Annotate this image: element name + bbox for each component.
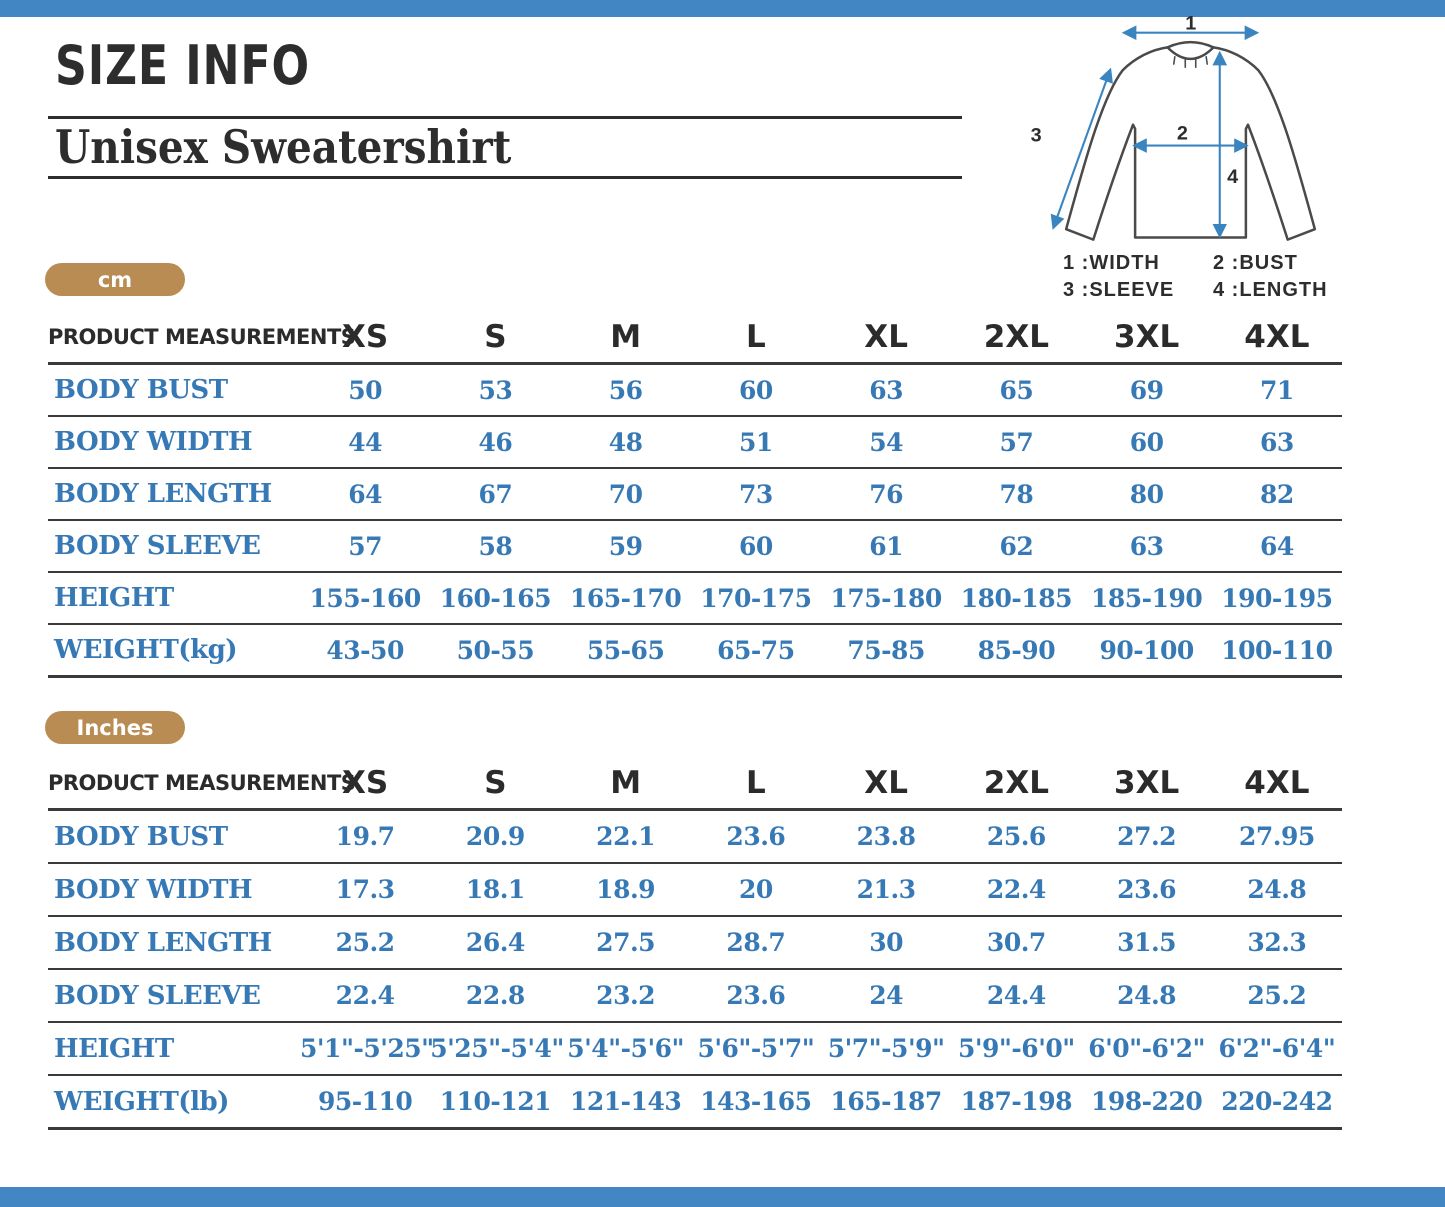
table-row	[48, 520, 1342, 572]
table-cell: 30	[821, 916, 951, 969]
table-row	[48, 572, 1342, 624]
table-cell: 25.6	[951, 810, 1081, 864]
size-column-4xl: 4XL	[1212, 312, 1342, 364]
bottom-accent-bar	[0, 1187, 1445, 1207]
table-cell: 25.2	[300, 916, 430, 969]
legend-bust: 2 :BUST	[1213, 252, 1298, 274]
table-row	[48, 916, 1342, 969]
table-cell: 80	[1082, 468, 1212, 520]
size-column-l: L	[691, 758, 821, 810]
arrow-label-sleeve: 3	[1030, 124, 1042, 147]
product-subtitle: Unisex Sweatershirt	[55, 120, 512, 174]
row-label: BODY BUST	[48, 364, 300, 417]
table-cell: 165-187	[821, 1075, 951, 1129]
table-cell: 67	[430, 468, 560, 520]
table-cell: 56	[561, 364, 691, 417]
table-cell: 51	[691, 416, 821, 468]
table-row	[48, 810, 1342, 864]
table-cell: 78	[951, 468, 1081, 520]
table-cell: 65	[951, 364, 1081, 417]
table-cell: 198-220	[1082, 1075, 1212, 1129]
top-accent-bar	[0, 0, 1445, 17]
arrow-label-width: 1	[1185, 16, 1197, 35]
table-cell: 60	[691, 364, 821, 417]
table-cell: 63	[1082, 520, 1212, 572]
table-cell: 24.8	[1212, 863, 1342, 916]
row-label: BODY SLEEVE	[48, 969, 300, 1022]
table-cell: 19.7	[300, 810, 430, 864]
table-cell: 22.1	[561, 810, 691, 864]
table-cell: 21.3	[821, 863, 951, 916]
table-cell: 60	[691, 520, 821, 572]
table-cell: 5'4"-5'6"	[561, 1022, 691, 1075]
table-cell: 50	[300, 364, 430, 417]
table-cell: 46	[430, 416, 560, 468]
header-row	[48, 312, 1342, 364]
table-cell: 50-55	[430, 624, 560, 677]
table-row	[48, 1075, 1342, 1129]
table-cell: 22.4	[951, 863, 1081, 916]
table-cell: 175-180	[821, 572, 951, 624]
table-row	[48, 863, 1342, 916]
table-cell: 76	[821, 468, 951, 520]
unit-badge-inches: Inches	[45, 711, 185, 744]
table-cell: 44	[300, 416, 430, 468]
size-column-2xl: 2XL	[951, 758, 1081, 810]
table-cell: 160-165	[430, 572, 560, 624]
table-cell: 121-143	[561, 1075, 691, 1129]
size-column-3xl: 3XL	[1082, 312, 1212, 364]
table-cell: 170-175	[691, 572, 821, 624]
table-cell: 100-110	[1212, 624, 1342, 677]
table-cell: 63	[1212, 416, 1342, 468]
table-cell: 187-198	[951, 1075, 1081, 1129]
table-cell: 18.1	[430, 863, 560, 916]
table-cell: 5'7"-5'9"	[821, 1022, 951, 1075]
table-cell: 73	[691, 468, 821, 520]
unit-badge-cm: cm	[45, 263, 185, 296]
table-cell: 64	[300, 468, 430, 520]
table-cell: 48	[561, 416, 691, 468]
row-label: HEIGHT	[48, 572, 300, 624]
table-cell: 30.7	[951, 916, 1081, 969]
title-divider	[48, 116, 962, 119]
table-cell: 25.2	[1212, 969, 1342, 1022]
table-cell: 6'0"-6'2"	[1082, 1022, 1212, 1075]
table-cell: 43-50	[300, 624, 430, 677]
row-label: BODY LENGTH	[48, 468, 300, 520]
row-label: BODY BUST	[48, 810, 300, 864]
table-cell: 60	[1082, 416, 1212, 468]
size-column-xl: XL	[821, 758, 951, 810]
row-label: BODY WIDTH	[48, 416, 300, 468]
table-cell: 71	[1212, 364, 1342, 417]
table-cell: 24.4	[951, 969, 1081, 1022]
table-cell: 24	[821, 969, 951, 1022]
arrow-label-length: 4	[1227, 166, 1239, 189]
table-cell: 6'2"-6'4"	[1212, 1022, 1342, 1075]
table-cell: 23.6	[691, 969, 821, 1022]
table-cell: 5'9"-6'0"	[951, 1022, 1081, 1075]
table-cell: 57	[951, 416, 1081, 468]
table-cell: 63	[821, 364, 951, 417]
table-cell: 180-185	[951, 572, 1081, 624]
table-cell: 54	[821, 416, 951, 468]
table-cell: 90-100	[1082, 624, 1212, 677]
table-cell: 27.5	[561, 916, 691, 969]
size-column-s: S	[430, 312, 560, 364]
table-cell: 27.2	[1082, 810, 1212, 864]
table-row	[48, 969, 1342, 1022]
table-cell: 22.8	[430, 969, 560, 1022]
table-cell: 23.8	[821, 810, 951, 864]
size-column-4xl: 4XL	[1212, 758, 1342, 810]
table-cell: 165-170	[561, 572, 691, 624]
table-cell: 31.5	[1082, 916, 1212, 969]
table-cell: 28.7	[691, 916, 821, 969]
table-cell: 59	[561, 520, 691, 572]
table-cell: 65-75	[691, 624, 821, 677]
size-column-xs: XS	[300, 312, 430, 364]
size-column-xl: XL	[821, 312, 951, 364]
sweatshirt-outline	[1066, 42, 1315, 240]
table-cell: 185-190	[1082, 572, 1212, 624]
table-cell: 22.4	[300, 969, 430, 1022]
table-cell: 5'6"-5'7"	[691, 1022, 821, 1075]
table-cell: 53	[430, 364, 560, 417]
size-column-xs: XS	[300, 758, 430, 810]
subtitle-divider	[48, 176, 962, 179]
row-label: BODY LENGTH	[48, 916, 300, 969]
table-cell: 85-90	[951, 624, 1081, 677]
row-label: WEIGHT(lb)	[48, 1075, 300, 1129]
table-cell: 190-195	[1212, 572, 1342, 624]
table-cell: 26.4	[430, 916, 560, 969]
sweatshirt-diagram	[1018, 16, 1418, 302]
size-column-l: L	[691, 312, 821, 364]
table-row	[48, 1022, 1342, 1075]
size-column-m: M	[561, 312, 691, 364]
table-cell: 5'1"-5'25"	[300, 1022, 430, 1075]
size-table-inches	[48, 758, 1342, 1130]
table-cell: 17.3	[300, 863, 430, 916]
size-column-s: S	[430, 758, 560, 810]
table-cell: 61	[821, 520, 951, 572]
table-cell: 62	[951, 520, 1081, 572]
table-cell: 75-85	[821, 624, 951, 677]
table-cell: 69	[1082, 364, 1212, 417]
size-table-cm	[48, 312, 1342, 678]
table-cell: 20.9	[430, 810, 560, 864]
table-cell: 64	[1212, 520, 1342, 572]
table-cell: 55-65	[561, 624, 691, 677]
legend-sleeve: 3 :SLEEVE	[1063, 279, 1175, 301]
size-column-3xl: 3XL	[1082, 758, 1212, 810]
sweatshirt-illustration	[1018, 16, 1363, 248]
table-cell: 20	[691, 863, 821, 916]
size-column-2xl: 2XL	[951, 312, 1081, 364]
table-cell: 70	[561, 468, 691, 520]
table-cell: 5'25"-5'4"	[430, 1022, 560, 1075]
table-cell: 23.6	[691, 810, 821, 864]
page-title: SIZE INFO	[55, 34, 310, 97]
table-cell: 23.2	[561, 969, 691, 1022]
table-cell: 27.95	[1212, 810, 1342, 864]
table-row	[48, 416, 1342, 468]
table-row	[48, 468, 1342, 520]
header-row	[48, 758, 1342, 810]
row-label: WEIGHT(kg)	[48, 624, 300, 677]
table-cell: 143-165	[691, 1075, 821, 1129]
table-cell: 32.3	[1212, 916, 1342, 969]
row-label: BODY SLEEVE	[48, 520, 300, 572]
legend-length: 4 :LENGTH	[1213, 279, 1328, 301]
table-cell: 58	[430, 520, 560, 572]
table-cell: 24.8	[1082, 969, 1212, 1022]
header-product-measurements: PRODUCT MEASUREMENTS	[48, 758, 300, 810]
table-cell: 155-160	[300, 572, 430, 624]
row-label: BODY WIDTH	[48, 863, 300, 916]
table-row	[48, 364, 1342, 417]
legend-width: 1 :WIDTH	[1063, 252, 1160, 274]
header-product-measurements: PRODUCT MEASUREMENTS	[48, 312, 300, 364]
table-row	[48, 624, 1342, 677]
table-cell: 82	[1212, 468, 1342, 520]
diagram-legend	[1063, 252, 1418, 302]
table-cell: 110-121	[430, 1075, 560, 1129]
row-label: HEIGHT	[48, 1022, 300, 1075]
table-cell: 18.9	[561, 863, 691, 916]
table-cell: 95-110	[300, 1075, 430, 1129]
table-cell: 57	[300, 520, 430, 572]
arrow-label-bust: 2	[1176, 122, 1188, 145]
table-cell: 220-242	[1212, 1075, 1342, 1129]
size-column-m: M	[561, 758, 691, 810]
table-cell: 23.6	[1082, 863, 1212, 916]
